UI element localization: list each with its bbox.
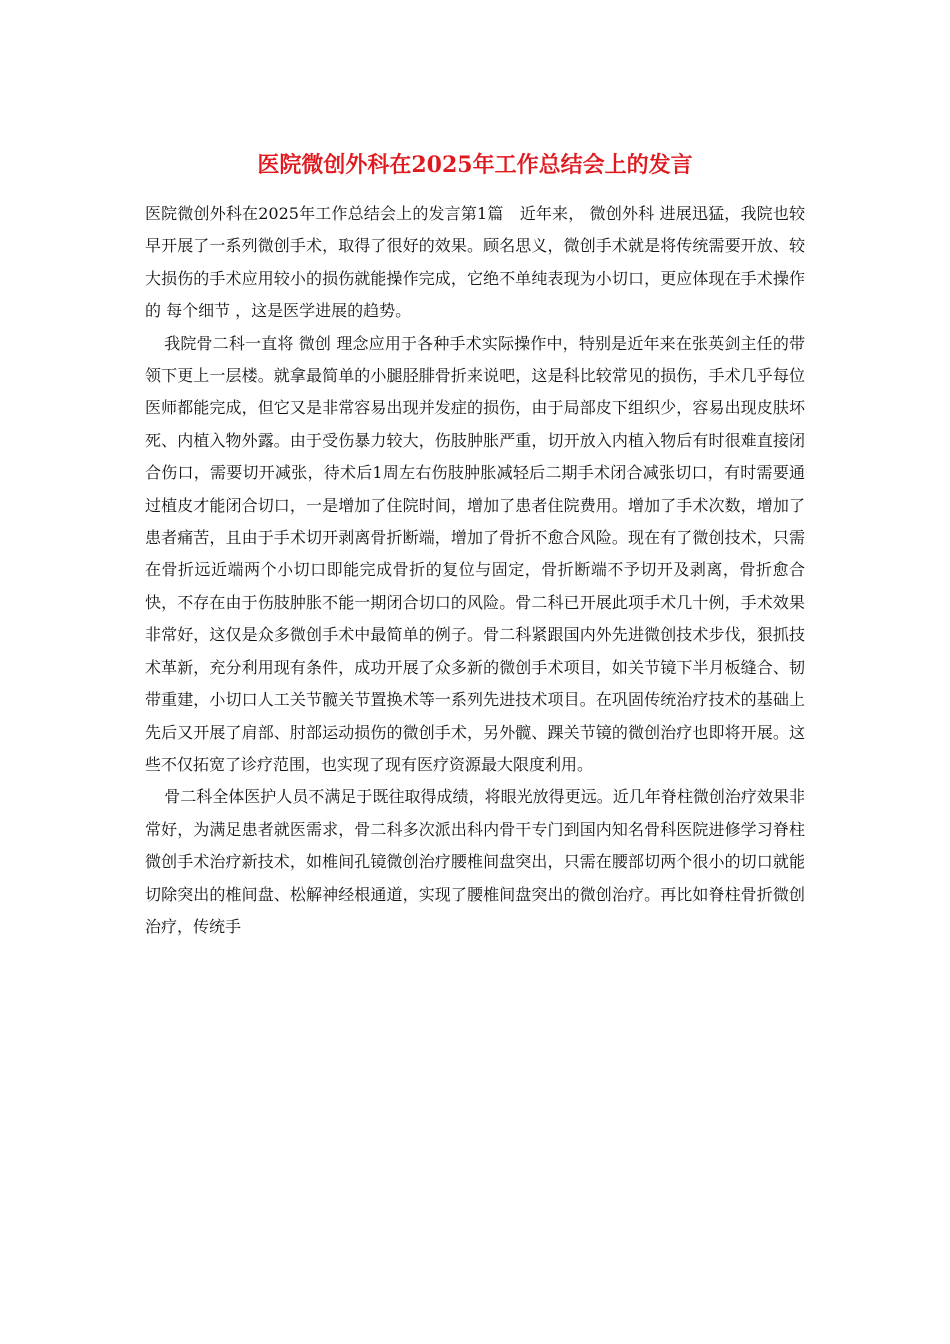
document-body — [145, 198, 805, 943]
paragraph-1: 医院微创外科在2025年工作总结会上的发言第1篇 近年来， 微创外科 进展迅猛，我院也较早开展了一系列微创手术，取得了很好的效果。顾名思义，微创手术就是将传统需要开放、较大损伤的手术应用较小的损伤就能操作完成，它绝不单纯表现为小切口，更应体现在手术操作的 每个细节 ，这是医学进展的趋势。 — [145, 204, 805, 321]
paragraph-3: 骨二科全体医护人员不满足于既往取得成绩，将眼光放得更远。近几年脊柱微创治疗效果非常好，为满足患者就医需求，骨二科多次派出科内骨干专门到国内知名骨科医院进修学习脊柱微创手术治疗新技术，如椎间孔镜微创治疗腰椎间盘突出，只需在腰部切两个很小的切口就能切除突出的椎间盘、松解神经根通道，实现了腰椎间盘突出的微创治疗。再比如脊柱骨折微创治疗，传统手 — [145, 787, 805, 936]
document-title: 医院微创外科在2025年工作总结会上的发言 — [257, 152, 693, 178]
paragraph-2: 我院骨二科一直将 微创 理念应用于各种手术实际操作中，特别是近年来在张英剑主任的带领下更上一层楼。就拿最简单的小腿胫腓骨折来说吧，这是科比较常见的损伤，手术几乎每位医师都能完成，但它又是非常容易出现并发症的损伤，由于局部皮下组织少，容易出现皮肤坏死、内植入物外露。由于受伤暴力较大，伤肢肿胀严重，切开放入内植入物后有时很难直接闭合伤口，需要切开减张，待术后1周左右伤肢肿胀减轻后二期手术闭合减张切口，有时需要通过植皮才能闭合切口，一是增加了住院时间，增加了患者住院费用。增加了手术次数，增加了患者痛苦，且由于手术切开剥离骨折断端，增加了骨折不愈合风险。现在有了微创技术，只需在骨折远近端两个小切口即能完成骨折的复位与固定，骨折断端不予切开及剥离，骨折愈合快，不存在由于伤肢肿胀不能一期闭合切口的风险。骨二科已开展此项手术几十例，手术效果非常好，这仅是众多微创手术中最简单的例子。骨二科紧跟国内外先进微创技术步伐，狠抓技术革新，充分利用现有条件，成功开展了众多新的微创手术项目，如关节镜下半月板缝合、韧带重建，小切口人工关节髋关节置换术等一系列先进技术项目。在巩固传统治疗技术的基础上先后又开展了肩部、肘部运动损伤的微创手术，另外髋、踝关节镜的微创治疗也即将开展。这些不仅拓宽了诊疗范围，也实现了现有医疗资源最大限度利用。 — [145, 333, 805, 774]
